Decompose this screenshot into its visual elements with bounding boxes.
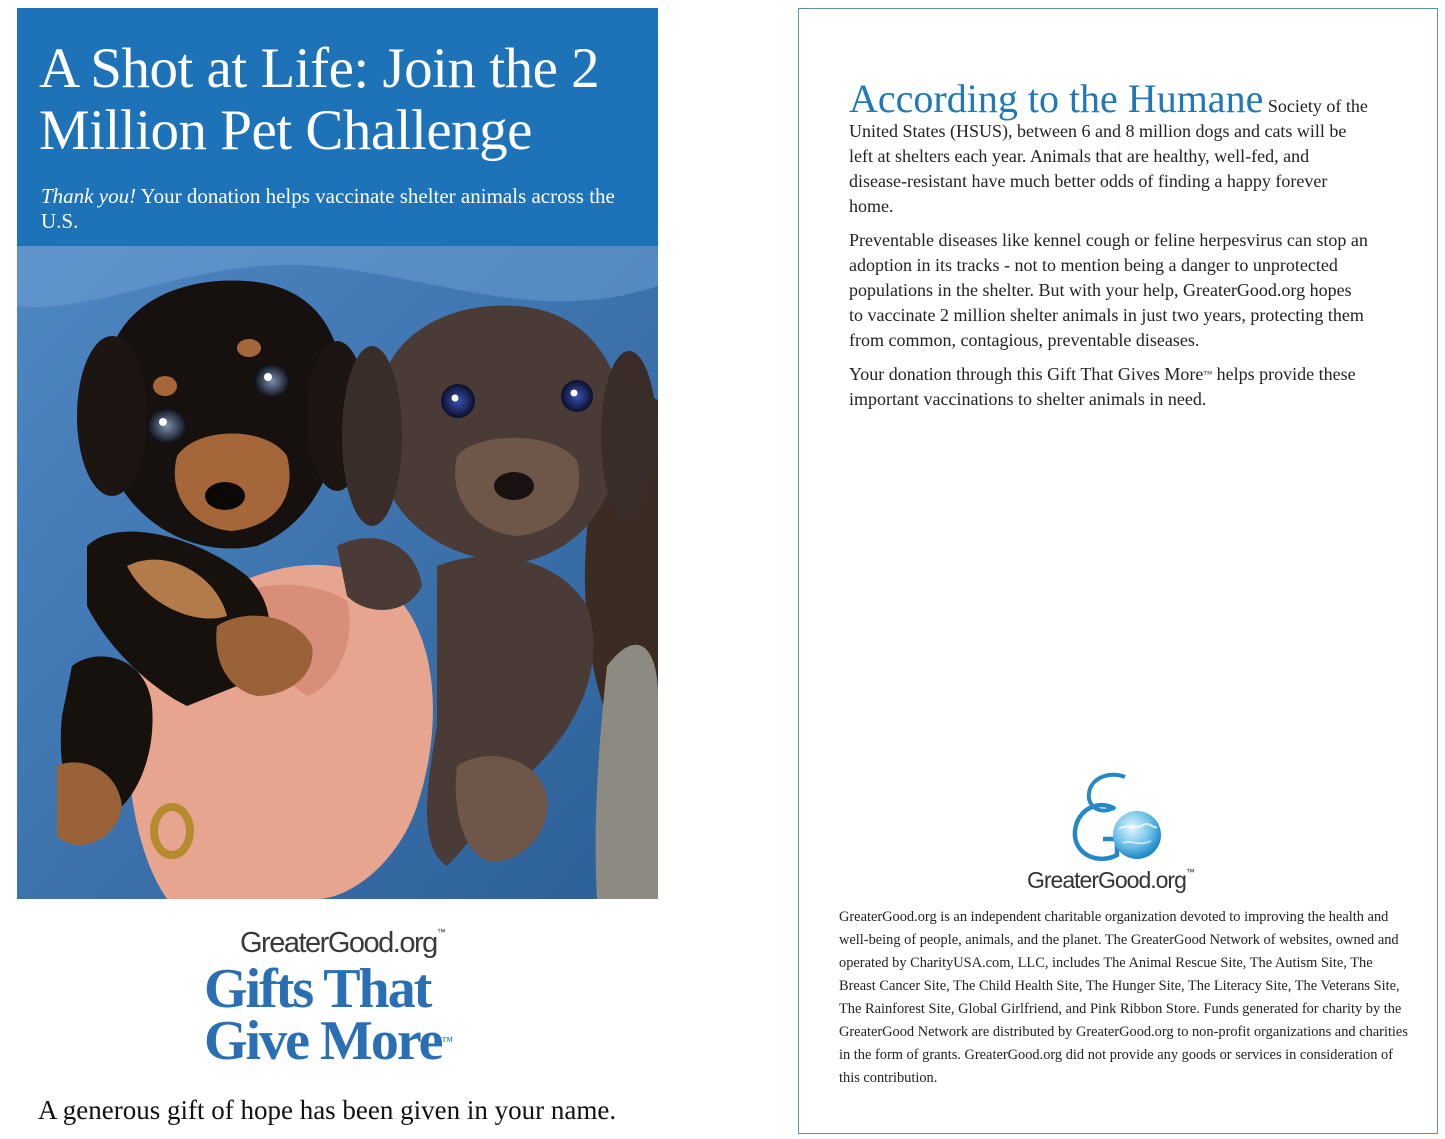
card-subtitle [41, 184, 636, 234]
brand-tagline-line2: Give More [204, 1010, 442, 1072]
paragraph-1-text: Society of the United States (HSUS), between 6 and 8 million dogs and cats will be left at shelters each year. Animals that are healthy, well-fed, and disease-resistant have much better odds of finding a happy forever home. [849, 96, 1368, 216]
gift-card-back [798, 8, 1438, 1134]
puppies-photo [17, 246, 658, 899]
puppies-illustration [17, 246, 658, 899]
tagline-tm: ™ [441, 1034, 454, 1048]
logo-tm: ™ [1185, 867, 1195, 877]
go-globe-logo-icon [1019, 769, 1219, 869]
paragraph-3 [849, 362, 1369, 412]
brand-name-text: GreaterGood.org [240, 927, 437, 959]
organization-disclaimer: GreaterGood.org is an independent charitable organization devoted to improving the health and well-being of people, animals, and the planet. The GreaterGood Network of websites, owned and operated by CharityUSA.com, LLC, includes The Animal Rescue Site, The Autism Site, The Breast Cancer Site, The Child Health Site, The Hunger Site, The Literacy Site, The Veterans Site, The Rainforest Site, Global Girlfriend, and Pink Ribbon Store. Funds generated for charity by the GreaterGood Network are distributed by GreaterGood.org to non-profit organizations and charities in the form of grants. GreaterGood.org did not provide any goods or services in consideration of this contribution. [839, 909, 1408, 1086]
info-text [849, 76, 1369, 421]
paragraph-3-a: Your donation through this Gift That Gives More [849, 364, 1204, 384]
brand-tagline-line2-wrap [204, 1010, 494, 1072]
brand-tagline-line1: Gifts That [204, 958, 431, 1020]
greatergood-logo [1019, 769, 1219, 899]
paragraph-3-b: helps provide these important vaccinations to shelter animals in need. [849, 364, 1356, 409]
brand-tm: ™ [436, 927, 446, 937]
gift-card-front [0, 0, 670, 1139]
gifts-that-give-more-logo [198, 925, 488, 1085]
subtitle-text: Your donation helps vaccinate shelter animals across the U.S. [41, 184, 615, 233]
gift-message: A generous gift of hope has been given in your name. [38, 1095, 617, 1125]
paragraph-1 [849, 76, 1369, 219]
paragraph-2: Preventable diseases like kennel cough or feline herpesvirus can stop an adoption in its tracks - not to mention being a danger to unprotected populations in the shelter. But with your help, GreaterGood.org hopes to vaccinate 2 million shelter animals in just two years, protecting them from common, contagious, preventable diseases. [849, 230, 1368, 350]
logo-text-name: GreaterGood.org [1027, 867, 1186, 893]
brand-name [240, 927, 446, 960]
paragraph-3-tm: ™ [1203, 369, 1213, 379]
thank-you-text: Thank you! [41, 184, 137, 208]
logo-text [1027, 867, 1195, 894]
card-title: A Shot at Life: Join the 2 Million Pet Challenge [39, 37, 600, 162]
lead-phrase: According to the Humane [849, 76, 1264, 121]
brand-tagline [204, 958, 494, 1072]
hero-banner [17, 8, 658, 246]
